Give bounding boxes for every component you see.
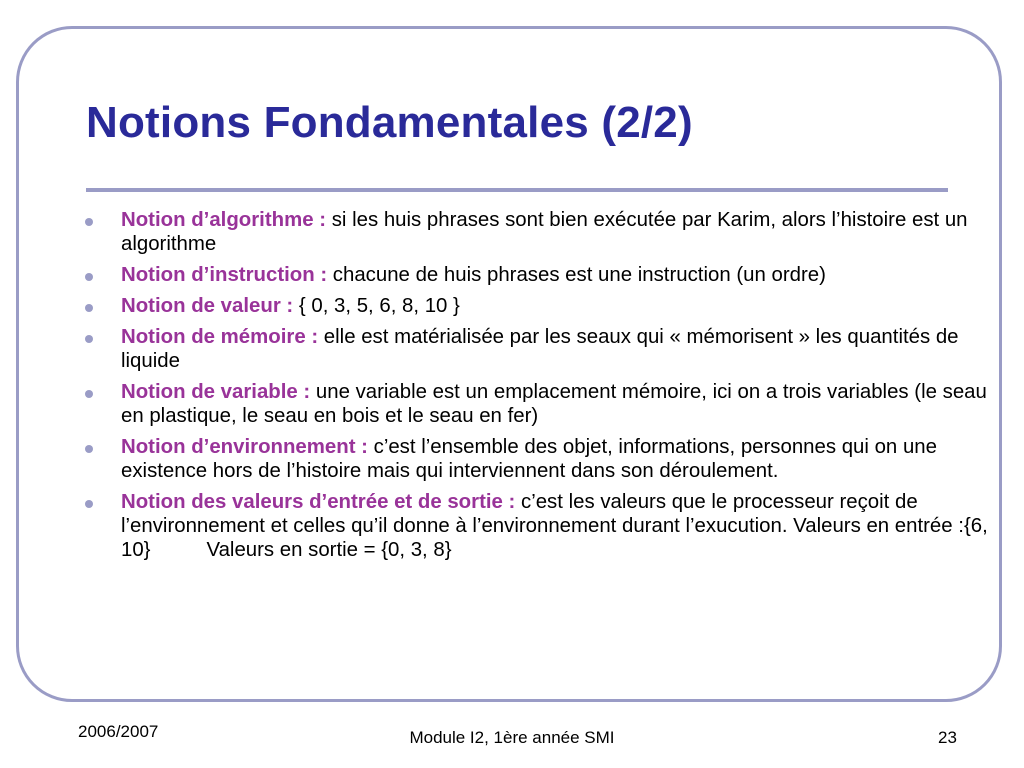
bullet-icon xyxy=(85,445,93,453)
bullet-text: chacune de huis phrases est une instruction (un ordre) xyxy=(327,264,826,286)
bullet-list xyxy=(82,208,1000,569)
bullet-text: une variable est un emplacement mémoire, ici on a trois variables (le seau en plastique, le seau en bois et le seau en fer) xyxy=(121,381,987,427)
bullet-text: c’est les valeurs que le processeur reçoit de l’environnement et celles qu’il donne à l’environnement durant l’exucution. Valeurs en entrée :{6, 10} xyxy=(121,491,988,561)
bullet-icon xyxy=(85,390,93,398)
footer-date: 2006/2007 xyxy=(78,722,159,741)
bullet-item-variable xyxy=(82,380,1000,428)
bullet-text: { 0, 3, 5, 6, 8, 10 } xyxy=(293,295,460,317)
title-divider xyxy=(86,188,948,192)
footer-page-number: 23 xyxy=(938,728,957,747)
bullet-item-memoire xyxy=(82,325,1000,373)
bullet-term: Notion d’algorithme : xyxy=(121,209,327,231)
bullet-text: c’est l’ensemble des objet, informations, personnes qui on une existence hors de l’histoire mais qui interviennent dans son déroulement. xyxy=(121,436,937,482)
bullet-text: si les huis phrases sont bien exécutée par Karim, alors l’histoire est un algorithme xyxy=(121,209,968,255)
bullet-text-output: Valeurs en sortie = {0, 3, 8} xyxy=(206,539,452,561)
bullet-icon xyxy=(85,335,93,343)
bullet-icon xyxy=(85,273,93,281)
bullet-item-instruction xyxy=(82,263,1000,287)
bullet-icon xyxy=(85,500,93,508)
bullet-text: elle est matérialisée par les seaux qui « mémorisent » les quantités de liquide xyxy=(121,326,959,372)
bullet-term: Notion de valeur : xyxy=(121,295,294,317)
bullet-term: Notion de variable : xyxy=(121,381,311,403)
bullet-term: Notion de mémoire : xyxy=(121,326,319,348)
bullet-icon xyxy=(85,218,93,226)
bullet-term: Notion d’instruction : xyxy=(121,264,328,286)
bullet-item-algorithme xyxy=(82,208,1000,256)
bullet-term: Notion d’environnement : xyxy=(121,436,368,458)
bullet-icon xyxy=(85,304,93,312)
bullet-term: Notion des valeurs d’entrée et de sortie : xyxy=(121,491,516,513)
footer-course: Module I2, 1ère année SMI xyxy=(409,728,615,747)
bullet-item-entree-sortie xyxy=(82,490,1000,562)
bullet-item-environnement xyxy=(82,435,1000,483)
bullet-item-valeur xyxy=(82,294,1000,318)
slide-title: Notions Fondamentales (2/2) xyxy=(86,98,693,147)
